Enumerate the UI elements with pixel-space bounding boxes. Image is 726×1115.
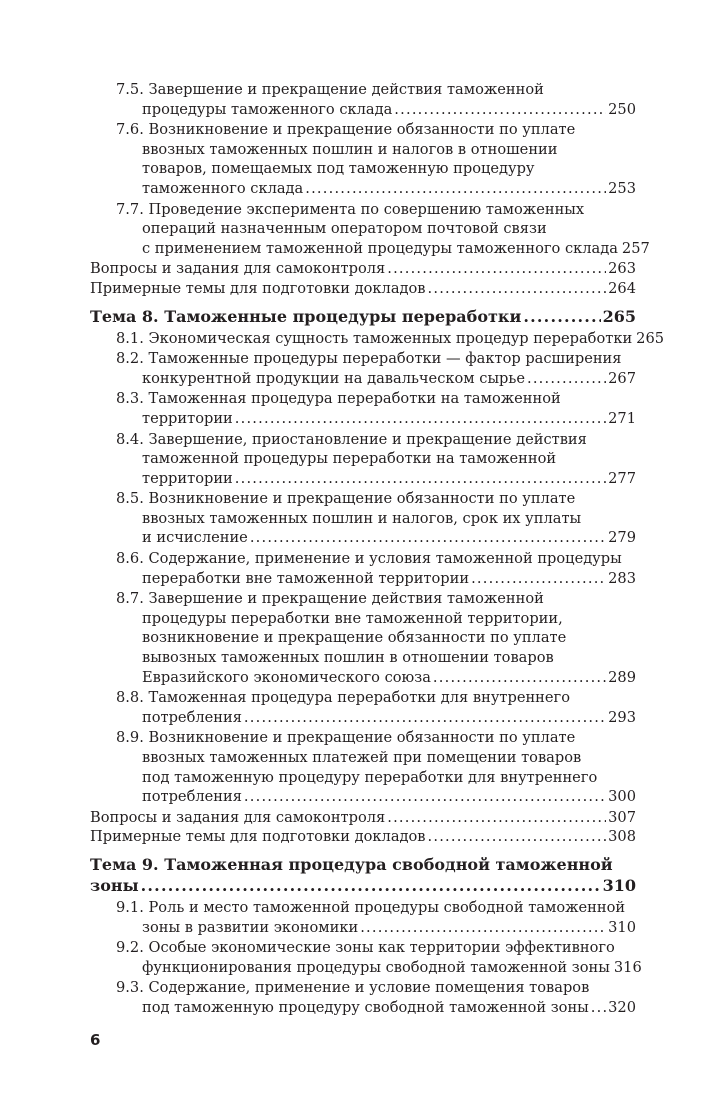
toc-page-number: 316: [613, 958, 642, 976]
toc-section[interactable]: [90, 978, 636, 1017]
toc-entry-text: Тема 8. Таможенные процедуры переработки: [90, 306, 522, 326]
toc-section[interactable]: [90, 80, 636, 119]
toc-page-number: 310: [602, 875, 636, 895]
toc-entry-text: 8.6. Содержание, применение и условия таможенной процедуры: [116, 550, 622, 568]
toc-entry-text: таможенного склада: [142, 179, 304, 197]
toc-page-number: 267: [608, 369, 636, 387]
toc-entry-text: возникновение и прекращение обязанности по уплате: [142, 629, 567, 647]
toc-page-number: 293: [608, 708, 636, 726]
table-of-contents: [90, 80, 665, 1019]
toc-page-number: 307: [608, 808, 636, 826]
dot-leader: [523, 306, 600, 327]
toc-page-number: 253: [608, 179, 636, 197]
dot-leader: [471, 569, 606, 589]
dot-leader: [394, 100, 606, 120]
toc-entry-text: 9.2. Особые экономические зоны как территории эффективного: [116, 939, 615, 957]
dot-leader: [141, 875, 601, 896]
toc-entry-text: ввозных таможенных платежей при помещении товаров: [142, 749, 582, 766]
toc-entry-text: Евразийского экономического союза: [142, 668, 431, 686]
toc-section[interactable]: [90, 688, 636, 727]
toc-entry-text: Вопросы и задания для самоконтроля: [90, 808, 386, 826]
toc-page-number: 265: [602, 306, 636, 326]
toc-page-number: 277: [608, 469, 636, 487]
toc-section[interactable]: [90, 549, 636, 588]
toc-section[interactable]: [90, 200, 650, 259]
toc-extra-item[interactable]: [90, 827, 636, 847]
dot-leader: [235, 409, 606, 429]
toc-page-number: 308: [608, 828, 636, 846]
dot-leader: [527, 369, 606, 389]
toc-entry-text: территории: [142, 469, 233, 487]
toc-section[interactable]: [90, 349, 636, 388]
toc-entry-text: товаров, помещаемых под таможенную процедуру: [142, 160, 535, 178]
dot-leader: [387, 259, 606, 279]
toc-page-number: 265: [636, 329, 665, 347]
toc-entry-text: 8.5. Возникновение и прекращение обязанности по уплате: [116, 490, 576, 508]
toc-topic[interactable]: [90, 306, 636, 327]
toc-section[interactable]: [90, 120, 636, 198]
toc-entry-text: потребления: [142, 708, 242, 726]
toc-page-number: 264: [608, 279, 636, 297]
toc-page-number: 310: [608, 918, 636, 936]
toc-entry-text: 8.7. Завершение и прекращение действия таможенной: [116, 590, 544, 608]
dot-leader: [387, 808, 606, 828]
toc-entry-text: ввозных таможенных пошлин и налогов в отношении: [142, 140, 558, 158]
page-number: 6: [90, 1031, 101, 1049]
dot-leader: [244, 787, 606, 807]
toc-section[interactable]: [90, 489, 636, 548]
toc-entry-text: процедуры таможенного склада: [142, 100, 393, 118]
toc-entry-text: зоны: [90, 875, 139, 895]
toc-page-number: 263: [608, 260, 636, 278]
toc-page-number: 250: [608, 100, 636, 118]
dot-leader: [433, 668, 606, 688]
toc-page-number: 279: [608, 529, 636, 547]
toc-entry-text: зоны в развитии экономики: [142, 918, 359, 936]
dot-leader: [591, 998, 606, 1018]
toc-entry-text: Примерные темы для подготовки докладов: [90, 279, 426, 297]
toc-topic[interactable]: [90, 854, 636, 896]
toc-page-number: 271: [608, 409, 636, 427]
toc-entry-text: с применением таможенной процедуры таможенного склада: [142, 239, 618, 257]
toc-entry-text: 8.3. Таможенная процедура переработки на таможенной: [116, 390, 561, 408]
toc-entry-text: 8.1. Экономическая сущность таможенных процедур переработки: [116, 329, 633, 347]
toc-page-number: 257: [621, 239, 650, 257]
toc-section[interactable]: [90, 938, 642, 977]
dot-leader: [428, 279, 607, 299]
toc-entry-text: 8.8. Таможенная процедура переработки для внутреннего: [116, 689, 570, 707]
toc-entry-text: 7.7. Проведение эксперимента по совершению таможенных: [116, 200, 585, 218]
toc-entry-text: процедуры переработки вне таможенной территории,: [142, 609, 563, 627]
dot-leader: [428, 827, 607, 847]
toc-entry-text: таможенной процедуры переработки на таможенной: [142, 450, 557, 468]
toc-entry-text: 9.3. Содержание, применение и условие помещения товаров: [116, 979, 590, 997]
toc-entry-text: под таможенную процедуру переработки для внутреннего: [142, 768, 598, 786]
toc-entry-text: операций назначенным оператором почтовой связи: [142, 220, 547, 238]
toc-section[interactable]: [90, 430, 636, 489]
toc-entry-text: функционирования процедуры свободной таможенной зоны: [142, 958, 610, 976]
toc-entry-text: Тема 9. Таможенная процедура свободной таможенной: [90, 854, 613, 874]
dot-leader: [235, 469, 606, 489]
toc-entry-text: 8.9. Возникновение и прекращение обязанности по уплате: [116, 729, 576, 747]
toc-section[interactable]: [90, 589, 636, 687]
toc-entry-text: переработки вне таможенной территории: [142, 569, 470, 587]
toc-entry-text: 8.2. Таможенные процедуры переработки — фактор расширения: [116, 350, 622, 368]
toc-page-number: 283: [608, 569, 636, 587]
toc-page-number: 289: [608, 668, 636, 686]
toc-entry-text: Примерные темы для подготовки докладов: [90, 828, 426, 846]
dot-leader: [244, 708, 606, 728]
dot-leader: [360, 918, 606, 938]
toc-extra-item[interactable]: [90, 259, 636, 279]
toc-entry-text: 7.5. Завершение и прекращение действия таможенной: [116, 81, 544, 98]
toc-entry-text: вывозных таможенных пошлин в отношении товаров: [142, 649, 554, 667]
dot-leader: [250, 528, 606, 548]
toc-section[interactable]: [90, 728, 636, 806]
toc-entry-text: 9.1. Роль и место таможенной процедуры свободной таможенной: [116, 898, 626, 916]
toc-extra-item[interactable]: [90, 808, 636, 828]
toc-entry-text: потребления: [142, 788, 242, 806]
dot-leader: [305, 179, 606, 199]
toc-page-number: 300: [608, 788, 636, 806]
toc-entry-text: конкурентной продукции на давальческом сырье: [142, 369, 525, 387]
toc-entry-text: 8.4. Завершение, приостановление и прекращение действия: [116, 430, 587, 448]
toc-page-number: 320: [608, 998, 636, 1016]
toc-section[interactable]: [90, 329, 665, 349]
toc-section[interactable]: [90, 898, 636, 937]
toc-section[interactable]: [90, 389, 636, 428]
toc-entry-text: территории: [142, 409, 233, 427]
toc-entry-text: 7.6. Возникновение и прекращение обязанности по уплате: [116, 121, 576, 139]
toc-entry-text: под таможенную процедуру свободной таможенной зоны: [142, 998, 589, 1016]
toc-entry-text: Вопросы и задания для самоконтроля: [90, 260, 386, 278]
toc-entry-text: ввозных таможенных пошлин и налогов, срок их уплаты: [142, 509, 582, 527]
toc-extra-item[interactable]: [90, 279, 636, 299]
toc-entry-text: и исчисление: [142, 529, 248, 547]
